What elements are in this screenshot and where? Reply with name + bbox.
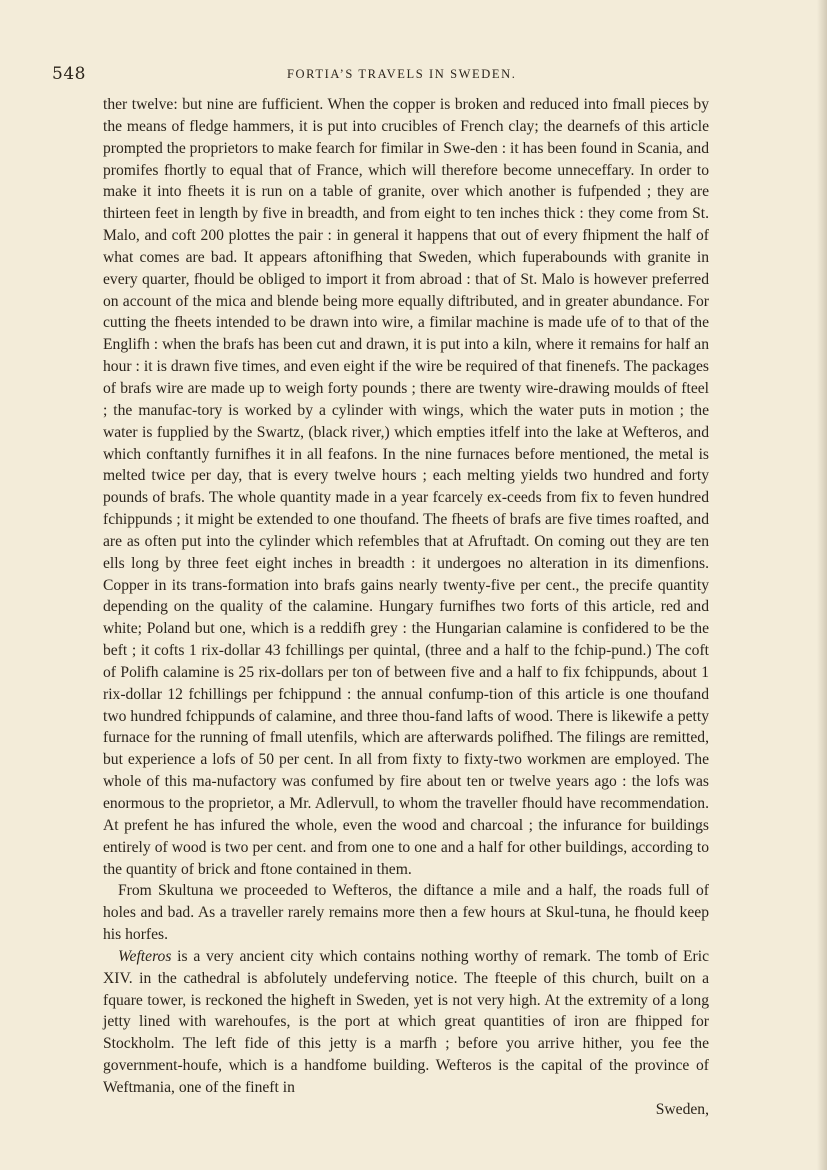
page-edge-shadow (817, 0, 827, 1170)
page-header (52, 64, 732, 88)
place-name-westeros: Wefteros (118, 947, 172, 965)
catchword: Sweden, (655, 1100, 709, 1118)
paragraph-copper-manufactory: ther twelve: but nine are fufficient. When the copper is broken and reduced into fmall pieces by the means of fledge hammers, it is put into crucibles of French clay; the dearnefs of this article prompted the proprietors to make fearch for fimilar in Swe-den : it has been found in Scania, and promifes fhortly to equal that of France, which will therefore become unneceffary. In order to make it into fheets it is run on a table of granite, over which another is fufpended ; they are thirteen feet in length by five in breadth, and from eight to ten inches thick : they come from St. Malo, and coft 200 plottes the pair : in general it happens that out of every fhipment the half of what comes are bad. It appears aftonifhing that Sweden, which fuperabounds with granite in every quarter, fhould be obliged to import it from abroad : that of St. Malo is however preferred on account of the mica and blende being more equally diftributed, and in greater abundance. For cutting the fheets intended to be drawn into wire, a fimilar machine is made ufe of to that of the Englifh : when the brafs has been cut and drawn, it is put into a kiln, where it remains for half an hour : it is drawn five times, and even eight if the wire be required of that finenefs. The packages of brafs wire are made up to weigh forty pounds ; there are twenty wire-drawing moulds of fteel ; the manufac-tory is worked by a cylinder with wings, which the water puts in motion ; the water is fupplied by the Swartz, (black river,) which empties itfelf into the lake at Wefteros, and which conftantly furnifhes it in all feafons. In the nine furnaces before mentioned, the metal is melted twice per day, that is every twelve hours ; each melting yields two hundred and forty pounds of brafs. The whole quantity made in a year fcarcely ex-ceeds from fix to feven hundred fchippunds ; it might be extended to one thoufand. The fheets of brafs are five times roafted, and are as often put into the cylinder which refembles that at Afruftadt. On coming out they are ten ells long by three feet eight inches in breadth : it undergoes no alteration in its dimenfions. Copper in its trans-formation into brafs gains nearly twenty-five per cent., the precife quantity depending on the quality of the calamine. Hungary furnifhes two forts of this article, red and white; Poland but one, which is a reddifh grey : the Hungarian calamine is confidered to be the beft ; it cofts 1 rix-dollar 43 fchillings per quintal, (three and a half to the fchip-pund.) The coft of Polifh calamine is 25 rix-dollars per ton of between five and a half to fix fchippunds, about 1 rix-dollar 12 fchillings per fchippund : the annual confump-tion of this article is one thoufand two hundred fchippunds of calamine, and three thou-fand lafts of wood. There is likewife a petty furnace for the running of fmall utenfils, which are afterwards polifhed. The filings are remitted, but experience a lofs of 50 per cent. In all from fixty to fixty-two workmen are employed. The whole of this ma-nufactory was confumed by fire about ten or twelve years ago : the lofs was enormous to the proprietor, a Mr. Adlervull, to whom the traveller fhould have recommendation. At prefent he has infured the whole, even the wood and charcoal ; the infurance for buildings entirely of wood is two per cent. and from one to one and a half for other buildings, according to the quantity of brick and ftone contained in them. (103, 96, 709, 878)
page-number: 548 (52, 64, 86, 84)
paragraph-westeros-text: is a very ancient city which contains nothing worthy of remark. The tomb of Eric XIV. in the cathedral is abfolutely undeferving notice. The fteeple of this church, built on a fquare tower, is reckoned the higheft in Sweden, yet is not very high. At the extremity of a long jetty lined with warehoufes, is the port at which great quantities of iron are fhipped for Stockholm. The left fide of this jetty is a marfh ; before you arrive hither, you fee the government-houfe, which is a handfome building. Wefteros is the capital of the province of Weftmania, one of the fineft in (103, 947, 709, 1096)
running-head: FORTIA’S TRAVELS IN SWEDEN. (287, 67, 517, 81)
paragraph-skultuna: From Skultuna we proceeded to Wefteros, the diftance a mile and a half, the roads full of holes and bad. As a traveller rarely remains more then a few hours at Skul-tuna, he fhould keep his horfes. (103, 882, 709, 944)
body-text (103, 94, 709, 1121)
paragraph-westeros (103, 946, 709, 1099)
